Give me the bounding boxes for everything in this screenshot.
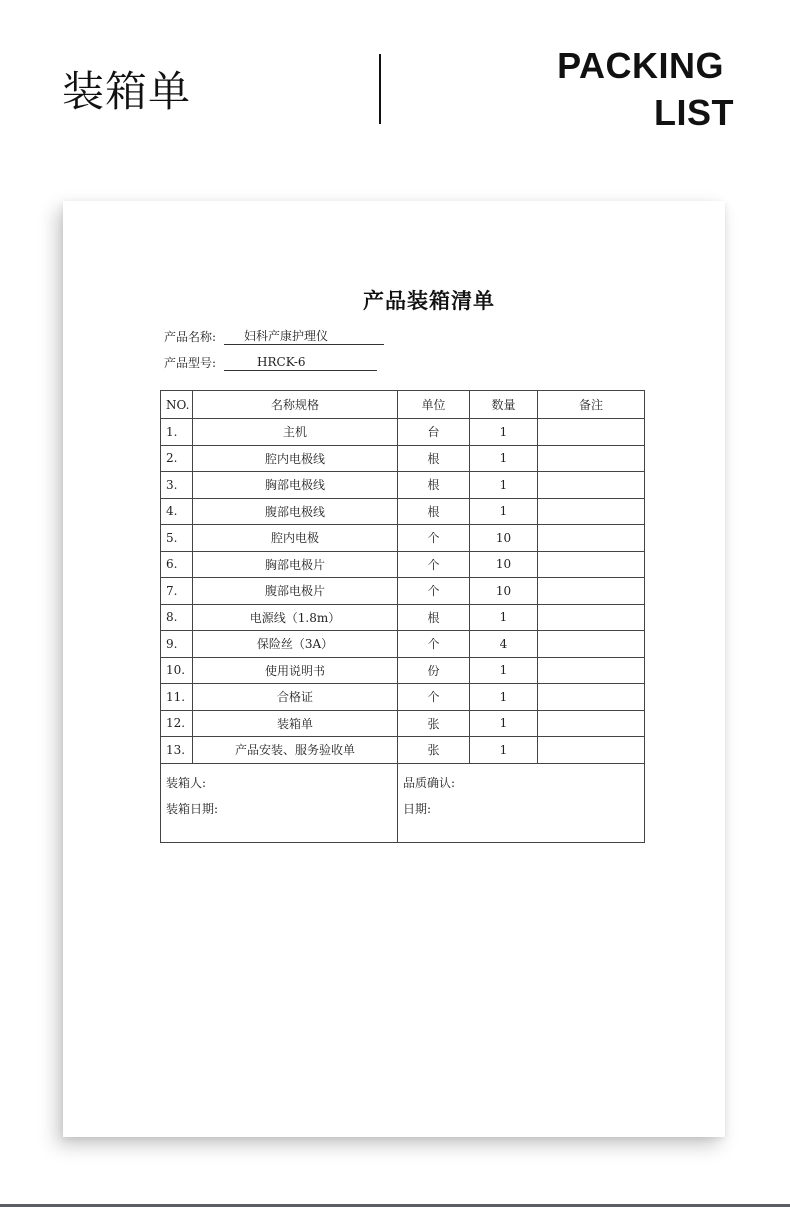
cell-qty: 1 (470, 604, 538, 631)
cell-qty: 1 (470, 657, 538, 684)
cell-unit: 个 (398, 684, 470, 711)
cell-no: 11. (161, 684, 193, 711)
cell-note (538, 737, 645, 764)
cell-qty: 1 (470, 445, 538, 472)
cell-name: 胸部电极线 (193, 472, 398, 499)
cell-qty: 1 (470, 419, 538, 446)
document-title: 产品装箱清单 (363, 289, 495, 313)
table-header-row (161, 391, 645, 419)
table-row (161, 578, 645, 605)
cell-note (538, 525, 645, 552)
column-header-name: 名称规格 (193, 391, 398, 419)
cell-unit: 台 (398, 419, 470, 446)
cell-qty: 10 (470, 525, 538, 552)
cell-name: 产品安装、服务验收单 (193, 737, 398, 764)
product-model-label: 产品型号: (164, 356, 217, 370)
cell-no: 4. (161, 498, 193, 525)
cell-note (538, 445, 645, 472)
packing-list-document (63, 201, 725, 1137)
cell-unit: 个 (398, 551, 470, 578)
cell-name: 腔内电极线 (193, 445, 398, 472)
table-row (161, 498, 645, 525)
cell-no: 1. (161, 419, 193, 446)
cell-qty: 1 (470, 737, 538, 764)
cell-unit: 个 (398, 578, 470, 605)
header-divider (379, 54, 381, 124)
cell-note (538, 710, 645, 737)
cell-qty: 1 (470, 472, 538, 499)
cell-name: 腹部电极线 (193, 498, 398, 525)
cell-qty: 1 (470, 684, 538, 711)
cell-unit: 个 (398, 525, 470, 552)
table-row (161, 631, 645, 658)
column-header-unit: 单位 (398, 391, 470, 419)
cell-unit: 张 (398, 737, 470, 764)
table-row (161, 445, 645, 472)
cell-unit: 份 (398, 657, 470, 684)
cell-qty: 1 (470, 498, 538, 525)
qc-label: 品质确认: (403, 775, 456, 790)
packer-signature-cell (161, 763, 398, 842)
cell-qty: 10 (470, 551, 538, 578)
column-header-note: 备注 (538, 391, 645, 419)
cell-qty: 10 (470, 578, 538, 605)
cell-note (538, 657, 645, 684)
cell-note (538, 604, 645, 631)
cell-unit: 根 (398, 472, 470, 499)
column-header-qty: 数量 (470, 391, 538, 419)
cell-unit: 根 (398, 604, 470, 631)
cell-unit: 张 (398, 710, 470, 737)
cell-note (538, 498, 645, 525)
product-name-label: 产品名称: (164, 330, 217, 344)
header-title-cn: 装箱单 (62, 67, 192, 116)
cell-no: 8. (161, 604, 193, 631)
signature-row (161, 763, 645, 842)
cell-name: 主机 (193, 419, 398, 446)
product-model-field (164, 355, 377, 371)
packer-label: 装箱人: (166, 775, 207, 790)
cell-unit: 根 (398, 445, 470, 472)
packing-table (160, 390, 645, 843)
qc-signature-cell (398, 763, 645, 842)
column-header-no: NO. (161, 391, 193, 419)
cell-name: 保险丝（3A） (193, 631, 398, 658)
cell-note (538, 551, 645, 578)
cell-name: 胸部电极片 (193, 551, 398, 578)
cell-note (538, 578, 645, 605)
table-row (161, 737, 645, 764)
product-name-field (164, 329, 384, 345)
cell-name: 使用说明书 (193, 657, 398, 684)
table-row (161, 472, 645, 499)
cell-name: 合格证 (193, 684, 398, 711)
header-title-en-line1: PACKING (557, 45, 724, 86)
cell-note (538, 472, 645, 499)
cell-qty: 4 (470, 631, 538, 658)
cell-qty: 1 (470, 710, 538, 737)
cell-name: 装箱单 (193, 710, 398, 737)
cell-unit: 根 (398, 498, 470, 525)
product-name-value: 妇科产康护理仪 (224, 329, 384, 345)
table-row (161, 684, 645, 711)
cell-name: 电源线（1.8m） (193, 604, 398, 631)
table-row (161, 604, 645, 631)
cell-no: 12. (161, 710, 193, 737)
packing-date-label: 装箱日期: (166, 801, 219, 816)
cell-note (538, 419, 645, 446)
table-row (161, 710, 645, 737)
cell-name: 腹部电极片 (193, 578, 398, 605)
table-row (161, 551, 645, 578)
product-model-value: HRCK-6 (224, 355, 377, 371)
cell-unit: 个 (398, 631, 470, 658)
table-row (161, 419, 645, 446)
cell-no: 7. (161, 578, 193, 605)
cell-no: 9. (161, 631, 193, 658)
cell-no: 13. (161, 737, 193, 764)
cell-note (538, 684, 645, 711)
cell-no: 10. (161, 657, 193, 684)
header-title-en-line2: LIST (654, 92, 734, 133)
cell-no: 2. (161, 445, 193, 472)
cell-note (538, 631, 645, 658)
header-title-en (557, 42, 734, 136)
table-row (161, 657, 645, 684)
cell-no: 5. (161, 525, 193, 552)
table-row (161, 525, 645, 552)
qc-date-label: 日期: (403, 801, 432, 816)
cell-no: 3. (161, 472, 193, 499)
cell-no: 6. (161, 551, 193, 578)
cell-name: 腔内电极 (193, 525, 398, 552)
